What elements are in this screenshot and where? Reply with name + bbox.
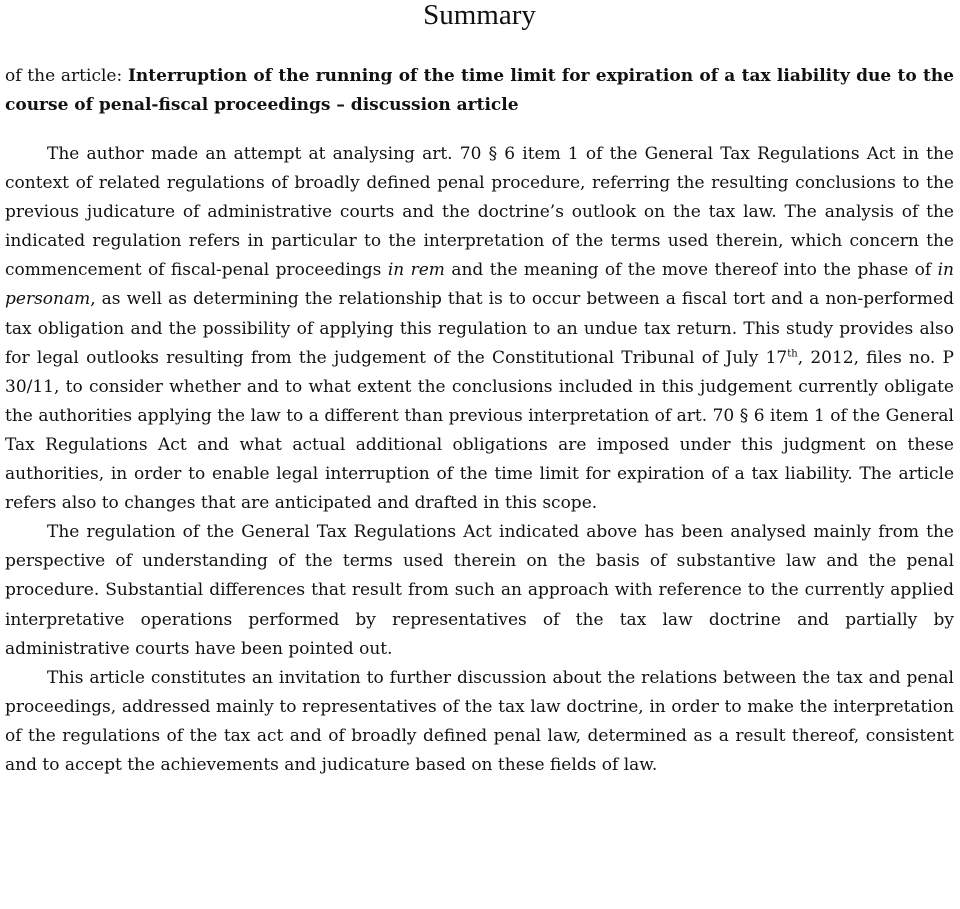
article-title <box>5 62 954 120</box>
paragraph-1-part-4: , 2012, files no. P 30/11, to consider whether and to what extent the conclusions included in this judgement currently obligate the authorities applying the law to a different than previous interpretation of art. 70 § 6 item 1 of the General Tax Regulations Act and what actual additional obligations are imposed under this judgment on these authorities, in order to enable legal interruption of the time limit for expiration of a tax liability. The article refers also to changes that are anticipated and drafted in this scope. <box>5 347 954 514</box>
summary-body <box>5 140 954 780</box>
paragraph-1-part-2: and the meaning of the move thereof into the phase of <box>444 260 938 281</box>
paragraph-1-superscript: th <box>787 348 798 359</box>
paragraph-1 <box>5 140 954 518</box>
paragraph-3: This article constitutes an invitation to further discussion about the relations between the tax and penal proceedings, addressed mainly to representatives of the tax law doctrine, in order to make the interpretation of the regulations of the tax act and of broadly defined penal law, determined as a result thereof, consistent and to accept the achievements and judicature based on these fields of law. <box>5 667 954 775</box>
article-title-text: Interruption of the running of the time limit for expiration of a tax liability due to the course of penal-fiscal proceedings – discussion article <box>5 66 954 115</box>
paragraph-1-part-3: , as well as determining the relationship that is to occur between a fiscal tort and a non-performed tax obligation and the possibility of applying this regulation to an undue tax return. This study provides also for legal outlooks resulting from the judgement of the Constitutional Tribunal of July 17 <box>5 289 954 368</box>
page-heading: Summary <box>423 0 536 31</box>
paragraph-1-italic-in-personam: in personam <box>5 260 954 310</box>
paragraph-2: The regulation of the General Tax Regulations Act indicated above has been analysed mainly from the perspective of understanding of the terms used therein on the basis of substantive law and the penal procedure. Substantial differences that result from such an approach with reference to the currently applied interpretative operations performed by representatives of the tax law doctrine and partially by administrative courts have been pointed out. <box>5 522 954 659</box>
paragraph-1-italic-in-rem: in rem <box>387 260 445 281</box>
paragraph-1-part-1: The author made an attempt at analysing art. 70 § 6 item 1 of the General Tax Regulations Act in the context of related regulations of broadly defined penal procedure, referring the resulting conclusions to the previous judicature of administrative courts and the doctrine’s outlook on the tax law. The analysis of the indicated regulation refers in particular to the interpretation of the terms used therein, which concern the commencement of fiscal-penal proceedings <box>5 144 954 281</box>
article-title-prefix: of the article: <box>5 66 128 86</box>
